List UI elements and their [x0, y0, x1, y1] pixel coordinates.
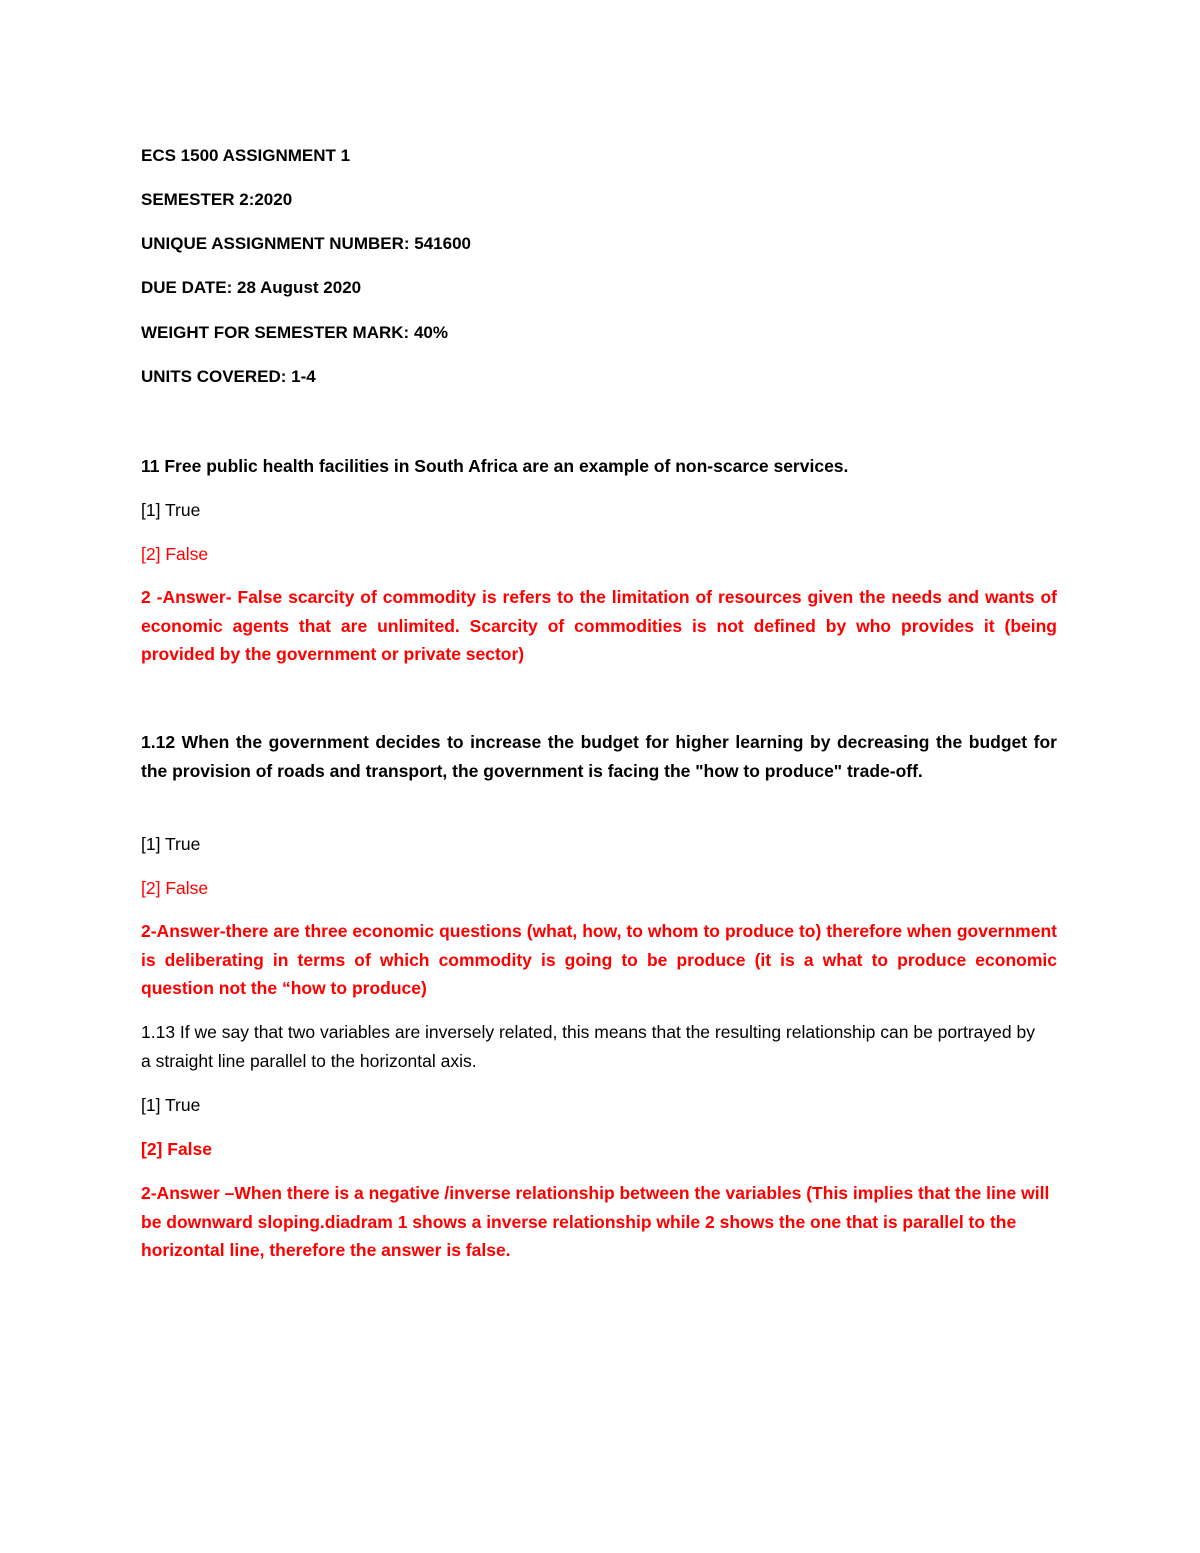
option-true: [1] True	[141, 500, 201, 520]
unique-number-line: UNIQUE ASSIGNMENT NUMBER: 541600	[141, 234, 471, 253]
option-false: [2] False	[141, 878, 209, 898]
assignment-title: ECS 1500 ASSIGNMENT 1	[141, 146, 351, 165]
option-false: [2] False	[141, 544, 209, 564]
answer-text: 2-Answer-there are three economic questions (what, how, to whom to produce to) therefore when government is deliberating in terms of which commodity is going to be produce (it is a what to produce economic question not the “how to produce)	[141, 921, 1057, 998]
option-true: [1] True	[141, 1095, 201, 1115]
weight-line: WEIGHT FOR SEMESTER MARK: 40%	[141, 323, 448, 342]
semester-line: SEMESTER 2:2020	[141, 190, 293, 209]
units-line: UNITS COVERED: 1-4	[141, 367, 316, 386]
option-true: [1] True	[141, 834, 201, 854]
answer-text: 2-Answer –When there is a negative /inverse relationship between the variables (This implies that the line will be downward sloping.diadram 1 shows a inverse relationship while 2 shows the one that is parallel to the horizontal line, therefore the answer is false.	[141, 1183, 1050, 1260]
due-date-line: DUE DATE: 28 August 2020	[141, 278, 362, 297]
question-text: 1.12 When the government decides to increase the budget for higher learning by decreasing the budget for the provision of roads and transport, the government is facing the "how to produce" trade-off.	[141, 732, 1057, 781]
question-text: 1.13 If we say that two variables are inversely related, this means that the resulting relationship can be portrayed by a straight line parallel to the horizontal axis.	[141, 1022, 1035, 1071]
answer-text: 2 -Answer- False scarcity of commodity is refers to the limitation of resources given the needs and wants of economic agents that are unlimited. Scarcity of commodities is not defined by who provides it (being provided by the government or private sector)	[141, 587, 1057, 664]
option-false: [2] False	[141, 1139, 212, 1159]
question-text: 11 Free public health facilities in South Africa are an example of non-scarce services.	[141, 456, 849, 476]
